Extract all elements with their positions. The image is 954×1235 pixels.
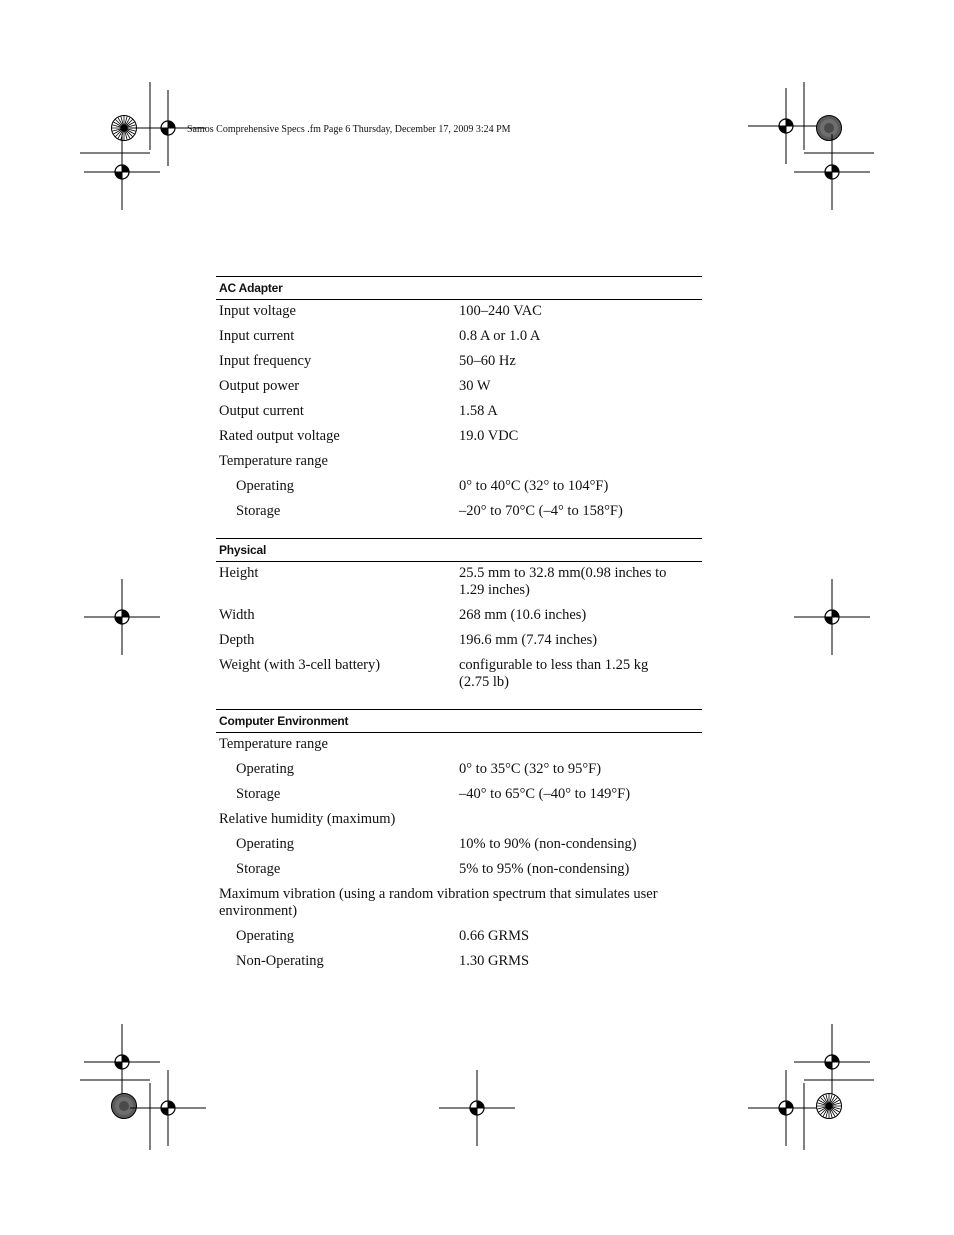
spec-row <box>216 500 702 525</box>
spec-row <box>216 604 702 629</box>
registration-mark-icon <box>84 1024 160 1100</box>
gray-target-icon <box>817 116 842 141</box>
spec-label: Operating <box>236 836 294 852</box>
spec-row <box>216 300 702 325</box>
registration-mark-icon <box>794 1024 870 1100</box>
spec-value: 30 W <box>459 378 491 394</box>
spec-value: –20° to 70°C (–4° to 158°F) <box>459 503 623 519</box>
section-heading: AC Adapter <box>216 276 702 300</box>
spec-row <box>216 562 702 604</box>
spec-value: 268 mm (10.6 inches) <box>459 607 587 623</box>
spec-value: –40° to 65°C (–40° to 149°F) <box>459 786 631 802</box>
spec-row <box>216 425 702 450</box>
section-heading: Computer Environment <box>216 709 702 733</box>
spec-value: 196.6 mm (7.74 inches) <box>459 632 598 648</box>
spec-label: Output current <box>219 403 304 419</box>
spec-label: Weight (with 3-cell battery) <box>219 657 381 673</box>
spec-row <box>216 400 702 425</box>
spec-label: Operating <box>236 928 294 944</box>
spec-label: Storage <box>236 861 281 877</box>
spec-label: Width <box>219 607 255 623</box>
spec-value: 25.5 mm to 32.8 mm(0.98 inches to 1.29 inches) <box>459 565 667 598</box>
spec-label: Maximum vibration (using a random vibration spectrum that simulates user environment) <box>219 886 658 919</box>
spec-value: 10% to 90% (non-condensing) <box>459 836 637 852</box>
physical-table <box>216 538 702 696</box>
gray-target-icon <box>112 1094 137 1119</box>
spec-value: 50–60 Hz <box>459 353 516 369</box>
spec-value <box>459 808 702 833</box>
spec-label: Depth <box>219 632 255 648</box>
registration-mark-icon <box>84 579 160 655</box>
spec-label: Rated output voltage <box>219 428 340 444</box>
spec-value: 1.58 A <box>459 403 498 419</box>
spec-row <box>216 858 702 883</box>
spec-row <box>216 375 702 400</box>
spec-value: 19.0 VDC <box>459 428 519 444</box>
spec-row <box>216 783 702 808</box>
registration-mark-icon <box>84 134 160 210</box>
spec-value: 100–240 VAC <box>459 303 542 319</box>
spec-value: configurable to less than 1.25 kg (2.75 lb) <box>459 657 649 690</box>
spec-value: 0.66 GRMS <box>459 928 530 944</box>
spec-label: Temperature range <box>219 453 328 469</box>
spec-label: Operating <box>236 761 294 777</box>
computer-environment-table <box>216 709 702 975</box>
spec-row <box>216 883 702 925</box>
spec-label: Height <box>219 565 259 581</box>
registration-mark-icon <box>794 579 870 655</box>
spec-row <box>216 629 702 654</box>
spec-row <box>216 833 702 858</box>
spec-value: 0° to 35°C (32° to 95°F) <box>459 761 602 777</box>
spec-label: Non-Operating <box>236 953 324 969</box>
ac-adapter-table <box>216 276 702 525</box>
spec-row <box>216 475 702 500</box>
spec-label: Relative humidity (maximum) <box>219 811 396 827</box>
star-target-icon <box>817 1094 842 1119</box>
registration-mark-icon <box>130 1070 206 1146</box>
spec-value <box>459 450 702 475</box>
spec-row <box>216 350 702 375</box>
spec-value: 0.8 A or 1.0 A <box>459 328 541 344</box>
spec-row <box>216 450 702 475</box>
spec-row <box>216 654 702 696</box>
spec-row <box>216 733 702 758</box>
spec-row <box>216 950 702 975</box>
spec-row <box>216 325 702 350</box>
spec-value: 5% to 95% (non-condensing) <box>459 861 630 877</box>
section-heading: Physical <box>216 538 702 562</box>
spec-value: 0° to 40°C (32° to 104°F) <box>459 478 609 494</box>
spec-value <box>459 733 702 758</box>
registration-mark-icon <box>748 1070 824 1146</box>
spec-label: Storage <box>236 786 281 802</box>
spec-label: Output power <box>219 378 300 394</box>
spec-row <box>216 808 702 833</box>
spec-label: Temperature range <box>219 736 328 752</box>
spec-row <box>216 758 702 783</box>
spec-label: Input frequency <box>219 353 312 369</box>
registration-mark-icon <box>439 1070 515 1146</box>
spec-label: Input current <box>219 328 295 344</box>
registration-mark-icon <box>794 134 870 210</box>
spec-label: Operating <box>236 478 294 494</box>
print-slug: Samos Comprehensive Specs .fm Page 6 Thursday, December 17, 2009 3:24 PM <box>187 124 511 135</box>
spec-row <box>216 925 702 950</box>
spec-label: Input voltage <box>219 303 296 319</box>
spec-value: 1.30 GRMS <box>459 953 530 969</box>
spec-label: Storage <box>236 503 281 519</box>
